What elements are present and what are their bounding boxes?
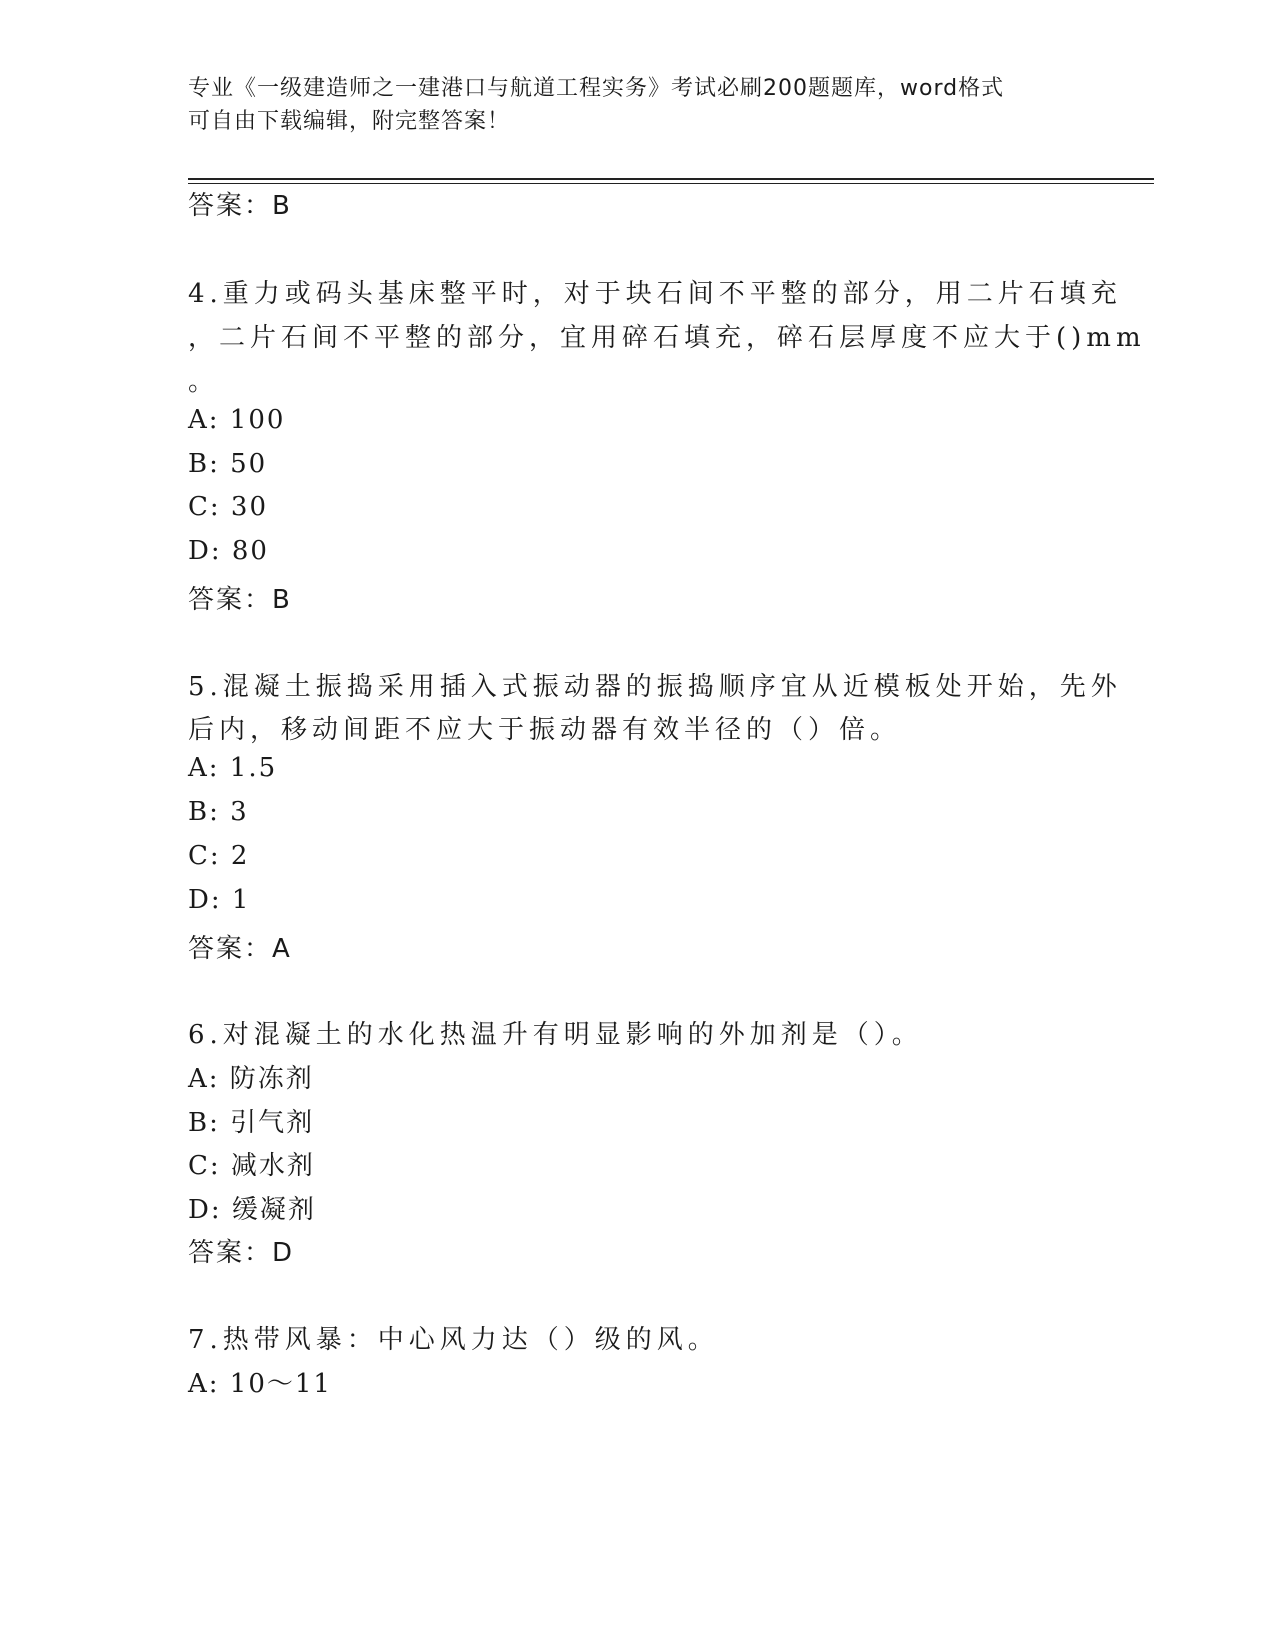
q4-option-c: C: 30 xyxy=(188,492,269,522)
q4-option-d: D: 80 xyxy=(188,536,269,566)
previous-answer: 答案：B xyxy=(188,191,292,221)
header-line-1: 专业《一级建造师之一建港口与航道工程实务》考试必刷200题题库，word格式 xyxy=(188,76,1005,101)
q4-stem-line-1: 4.重力或码头基床整平时，对于块石间不平整的部分，用二片石填充 xyxy=(188,279,1122,309)
q4-option-b: B: 50 xyxy=(188,449,268,479)
header-rule-thick xyxy=(188,178,1154,180)
q5-option-a: A: 1.5 xyxy=(188,753,278,783)
q6-option-c: C: 减水剂 xyxy=(188,1151,315,1181)
q4-stem-line-2: ，二片石间不平整的部分，宜用碎石填充，碎石层厚度不应大于()mm xyxy=(188,323,1146,353)
q4-answer: 答案：B xyxy=(188,585,292,615)
q6-option-a: A: 防冻剂 xyxy=(188,1064,314,1094)
document-header xyxy=(188,72,1088,138)
q6-stem-line-1: 6.对混凝土的水化热温升有明显影响的外加剂是（）。 xyxy=(188,1020,923,1050)
header-rule-thin xyxy=(188,183,1154,184)
q5-option-b: B: 3 xyxy=(188,797,249,827)
q6-option-d: D: 缓凝剂 xyxy=(188,1195,316,1225)
q7-option-a: A: 10～11 xyxy=(188,1369,332,1399)
q5-option-d: D: 1 xyxy=(188,885,251,915)
q5-option-c: C: 2 xyxy=(188,841,250,871)
q7-stem-line-1: 7.热带风暴：中心风力达（）级的风。 xyxy=(188,1325,719,1355)
q5-answer: 答案：A xyxy=(188,934,292,964)
header-line-2: 可自由下载编辑，附完整答案！ xyxy=(188,109,511,134)
q6-option-b: B: 引气剂 xyxy=(188,1108,315,1138)
q5-stem-line-2: 后内，移动间距不应大于振动器有效半径的（）倍。 xyxy=(188,715,902,745)
q4-option-a: A: 100 xyxy=(188,405,286,435)
q6-answer: 答案：D xyxy=(188,1238,295,1268)
q4-stem-line-3: 。 xyxy=(188,367,220,397)
q5-stem-line-1: 5.混凝土振捣采用插入式振动器的振捣顺序宜从近模板处开始，先外 xyxy=(188,672,1122,702)
